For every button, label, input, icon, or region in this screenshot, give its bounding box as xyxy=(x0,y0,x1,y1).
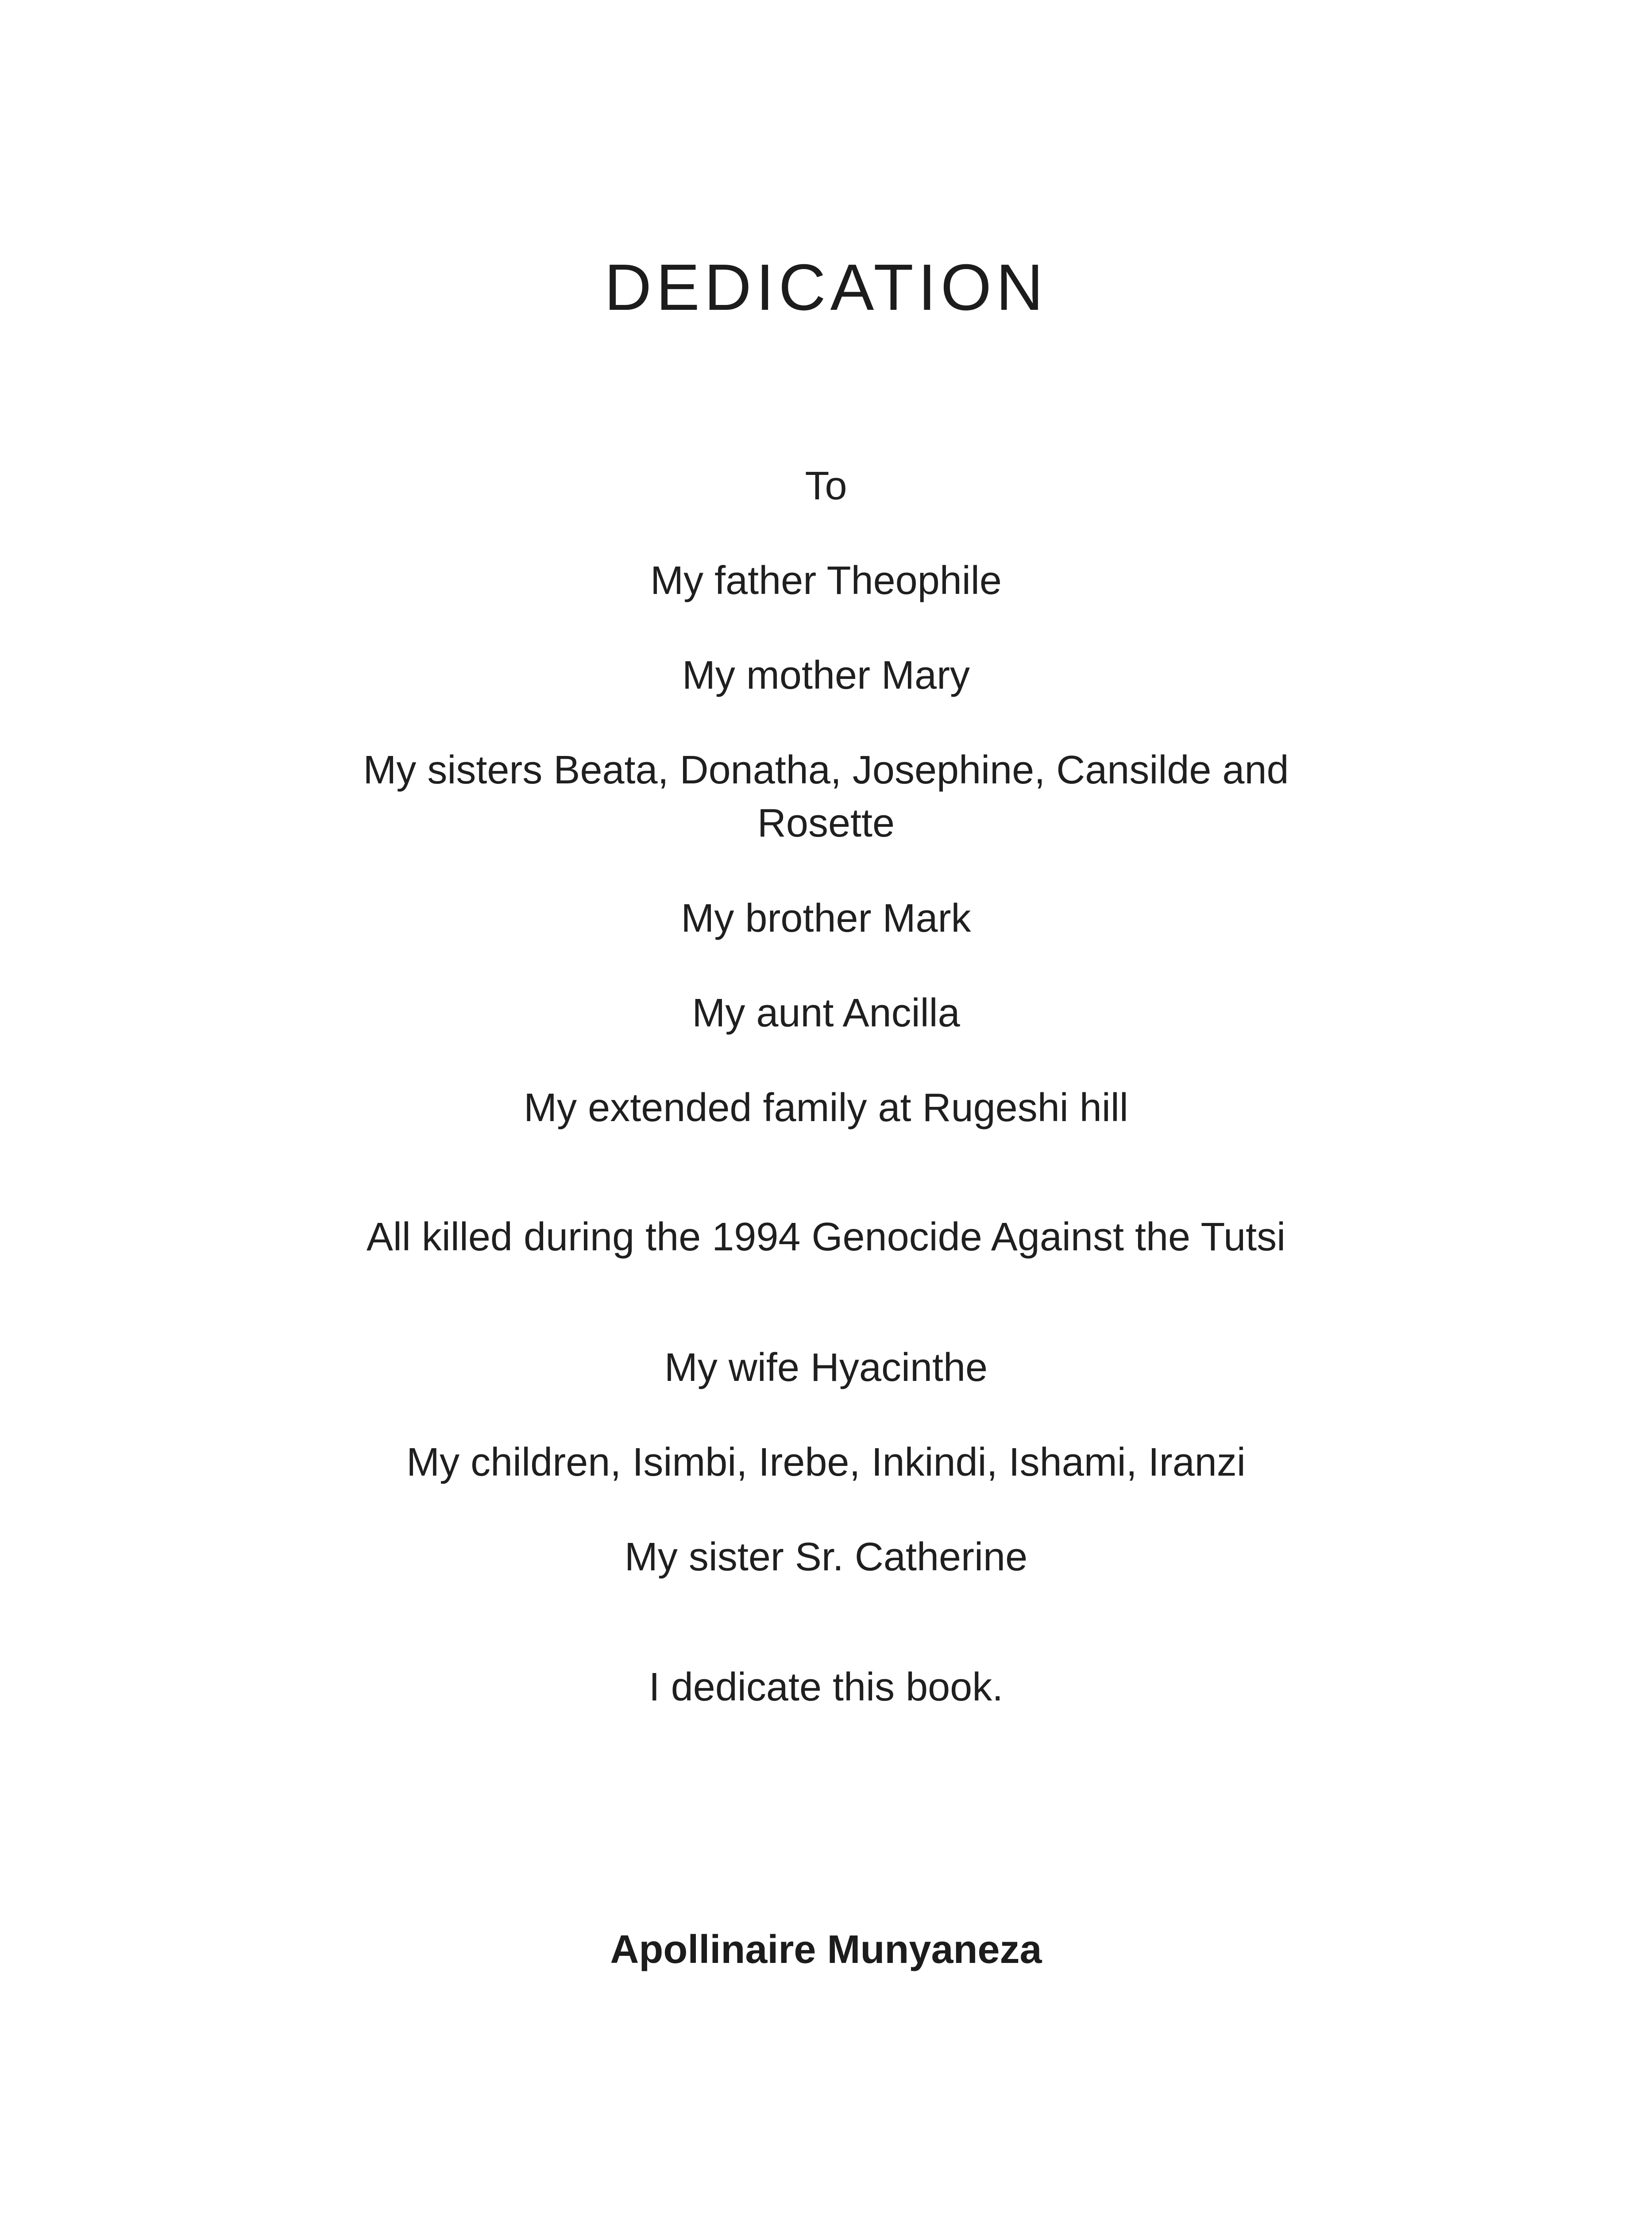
dedication-line-sister-catherine: My sister Sr. Catherine xyxy=(624,1535,1028,1579)
dedication-line-aunt: My aunt Ancilla xyxy=(692,991,960,1035)
dedication-line-father: My father Theophile xyxy=(650,559,1002,603)
page-title: DEDICATION xyxy=(604,251,1048,324)
dedication-line-genocide: All killed during the 1994 Genocide Against the Tutsi xyxy=(366,1215,1286,1259)
dedication-line-brother: My brother Mark xyxy=(681,896,971,941)
author-signature: Apollinaire Munyaneza xyxy=(610,1928,1042,1972)
dedication-line-sisters: My sisters Beata, Donatha, Josephine, Cansilde and Rosette xyxy=(363,748,1289,845)
dedication-line-extended-family: My extended family at Rugeshi hill xyxy=(524,1086,1128,1130)
dedication-line-children: My children, Isimbi, Irebe, Inkindi, Ishami, Iranzi xyxy=(406,1440,1246,1484)
dedication-line-mother: My mother Mary xyxy=(682,653,970,698)
dedication-line-wife: My wife Hyacinthe xyxy=(664,1346,988,1390)
dedication-line-closing: I dedicate this book. xyxy=(648,1665,1004,1709)
dedication-line-to: To xyxy=(805,464,847,508)
